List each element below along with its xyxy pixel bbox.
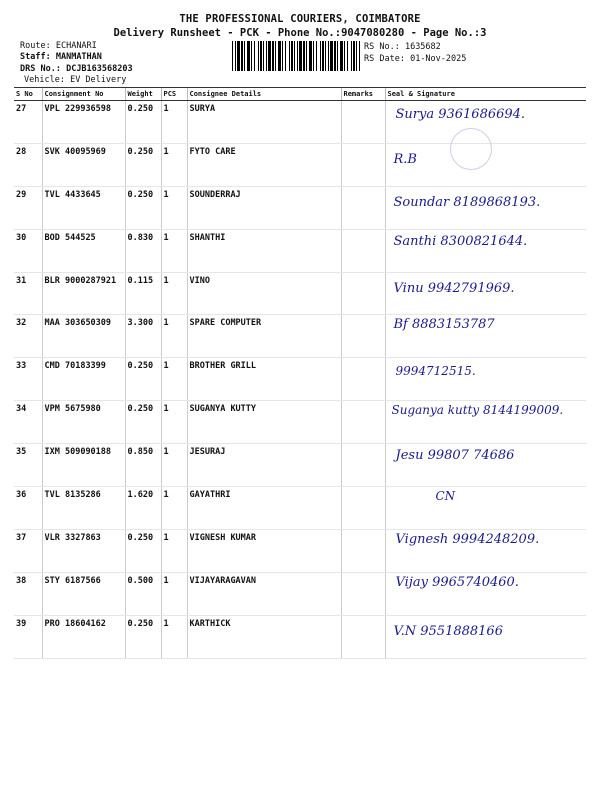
rs-number-line: [364, 42, 441, 52]
handwritten-signature: Santhi 8300821644.: [393, 233, 528, 249]
column-header-consignment: Consignment No: [42, 88, 125, 101]
cell-consignee: GAYATHRI: [187, 487, 341, 530]
cell-weight: 0.250: [125, 186, 161, 229]
cell-signature: [385, 358, 586, 401]
cell-weight: 0.250: [125, 101, 161, 144]
cell-signature: [385, 315, 586, 358]
cell-sno: 34: [14, 401, 42, 444]
cell-consignment-no: TVL 8135286: [42, 487, 125, 530]
handwritten-signature: Suganya kutty 8144199009.: [391, 403, 564, 418]
cell-consignee: FYTO CARE: [187, 143, 341, 186]
cell-pcs: 1: [161, 358, 187, 401]
cell-consignment-no: STY 6187566: [42, 572, 125, 615]
cell-pcs: 1: [161, 529, 187, 572]
barcode-bar: [244, 41, 245, 71]
cell-consignment-no: SVK 40095969: [42, 143, 125, 186]
column-header-sno: S No: [14, 88, 42, 101]
vehicle-value: EV Delivery: [70, 75, 127, 85]
barcode-bar: [328, 41, 329, 71]
cell-remarks: [341, 572, 385, 615]
cell-signature: [385, 487, 586, 530]
vehicle-label: Vehicle:: [24, 75, 65, 85]
cell-consignee: SURYA: [187, 101, 341, 144]
cell-consignee: JESURAJ: [187, 444, 341, 487]
cell-signature: [385, 272, 586, 315]
barcode-bar: [291, 41, 293, 71]
table-header-row: [14, 88, 586, 101]
table-row: [14, 615, 586, 658]
barcode-image: [232, 41, 360, 71]
cell-remarks: [341, 101, 385, 144]
barcode-bar: [258, 41, 259, 71]
cell-consignee: KARTHICK: [187, 615, 341, 658]
column-header-signature: Seal & Signature: [385, 88, 586, 101]
handwritten-signature: Soundar 8189868193.: [393, 194, 541, 210]
cell-signature: [385, 444, 586, 487]
cell-sno: 30: [14, 229, 42, 272]
cell-weight: 0.500: [125, 572, 161, 615]
cell-consignment-no: IXM 509090188: [42, 444, 125, 487]
cell-consignee: SOUNDERRAJ: [187, 186, 341, 229]
table-row: [14, 444, 586, 487]
barcode-bar: [294, 41, 295, 71]
cell-consignment-no: VPM 5675980: [42, 401, 125, 444]
barcode-bar: [309, 41, 312, 71]
barcode-bar: [340, 41, 343, 71]
barcode-bar: [254, 41, 255, 71]
barcode-bar: [313, 41, 314, 71]
cell-remarks: [341, 444, 385, 487]
barcode-bar: [353, 41, 355, 71]
cell-consignee: BROTHER GRILL: [187, 358, 341, 401]
cell-signature: [385, 529, 586, 572]
cell-remarks: [341, 186, 385, 229]
cell-consignee: SUGANYA KUTTY: [187, 401, 341, 444]
route-label: Route:: [20, 41, 51, 51]
barcode-bar: [334, 41, 336, 71]
handwritten-signature: Vinu 9942791969.: [393, 280, 515, 296]
handwritten-signature: Vijay 9965740460.: [395, 574, 519, 590]
cell-weight: 0.250: [125, 401, 161, 444]
drs-line: [20, 64, 133, 74]
barcode-bar: [247, 41, 250, 71]
cell-consignee: VIGNESH KUMAR: [187, 529, 341, 572]
cell-consignment-no: VPL 229936598: [42, 101, 125, 144]
cell-pcs: 1: [161, 572, 187, 615]
rs-date-value: 01-Nov-2025: [410, 54, 467, 64]
cell-pcs: 1: [161, 229, 187, 272]
handwritten-signature: 9994712515.: [395, 364, 476, 379]
handwritten-signature: Vignesh 9994248209.: [395, 531, 540, 547]
cell-sno: 27: [14, 101, 42, 144]
barcode-bar: [347, 41, 348, 71]
barcode-bar: [297, 41, 298, 71]
route-line: [20, 41, 97, 51]
table-row: [14, 101, 586, 144]
table-row: [14, 229, 586, 272]
document-title: THE PROFESSIONAL COURIERS, COIMBATORE: [179, 13, 421, 25]
staff-label: Staff:: [20, 52, 51, 62]
barcode-bar: [263, 41, 264, 71]
seal-stamp: [450, 128, 492, 170]
barcode-bar: [251, 41, 252, 71]
table-row: [14, 315, 586, 358]
barcode-bar: [303, 41, 305, 71]
cell-remarks: [341, 143, 385, 186]
barcode-bar: [241, 41, 243, 71]
cell-weight: 0.250: [125, 143, 161, 186]
table-row: [14, 186, 586, 229]
table-row: [14, 572, 586, 615]
barcode-bar: [272, 41, 274, 71]
cell-remarks: [341, 401, 385, 444]
cell-consignment-no: BLR 9000287921: [42, 272, 125, 315]
staff-value: MANMATHAN: [55, 52, 102, 62]
cell-pcs: 1: [161, 487, 187, 530]
barcode-bar: [278, 41, 281, 71]
cell-sno: 38: [14, 572, 42, 615]
barcode-bar: [235, 41, 236, 71]
barcode-bar: [356, 41, 357, 71]
handwritten-signature: Jesu 99807 74686: [395, 448, 515, 464]
barcode-bar: [337, 41, 338, 71]
cell-signature: [385, 615, 586, 658]
cell-sno: 35: [14, 444, 42, 487]
cell-pcs: 1: [161, 143, 187, 186]
barcode-bar: [322, 41, 324, 71]
cell-remarks: [341, 358, 385, 401]
rs-number-value: 1635682: [404, 42, 441, 52]
table-row: [14, 358, 586, 401]
cell-remarks: [341, 487, 385, 530]
cell-sno: 32: [14, 315, 42, 358]
cell-remarks: [341, 529, 385, 572]
cell-remarks: [341, 229, 385, 272]
drs-value: DCJB163568203: [66, 64, 133, 74]
cell-sno: 36: [14, 487, 42, 530]
cell-weight: 0.250: [125, 529, 161, 572]
barcode-bar: [306, 41, 307, 71]
barcode-bar: [232, 41, 233, 71]
cell-remarks: [341, 315, 385, 358]
table-row: [14, 487, 586, 530]
cell-weight: 0.850: [125, 444, 161, 487]
handwritten-signature: Surya 9361686694.: [395, 107, 526, 122]
barcode-bar: [330, 41, 333, 71]
cell-remarks: [341, 615, 385, 658]
cell-sno: 28: [14, 143, 42, 186]
route-value: ECHANARI: [55, 41, 97, 51]
drs-label: DRS No.:: [20, 64, 61, 74]
table-row: [14, 143, 586, 186]
cell-signature: [385, 401, 586, 444]
cell-pcs: 1: [161, 101, 187, 144]
rs-date-line: [364, 54, 466, 64]
barcode-bar: [320, 41, 321, 71]
barcode-bar: [268, 41, 271, 71]
handwritten-signature: Bf 8883153787: [393, 317, 495, 333]
barcode-bar: [237, 41, 240, 71]
barcode-bar: [299, 41, 302, 71]
runsheet-subtitle: Delivery Runsheet - PCK - Phone No.:9047080280 - Page No.:3: [113, 27, 487, 39]
barcode-bar: [351, 41, 352, 71]
column-header-pcs: PCS: [161, 88, 187, 101]
cell-consignee: VIJAYARAGAVAN: [187, 572, 341, 615]
cell-pcs: 1: [161, 615, 187, 658]
cell-consignee: SPARE COMPUTER: [187, 315, 341, 358]
cell-pcs: 1: [161, 444, 187, 487]
barcode-bar: [344, 41, 345, 71]
cell-weight: 3.300: [125, 315, 161, 358]
table-row: [14, 529, 586, 572]
cell-consignment-no: TVL 4433645: [42, 186, 125, 229]
barcode-bar: [282, 41, 283, 71]
barcode-bar: [359, 41, 360, 71]
cell-consignee: VINO: [187, 272, 341, 315]
cell-consignment-no: PRO 18604162: [42, 615, 125, 658]
cell-sno: 31: [14, 272, 42, 315]
cell-sno: 29: [14, 186, 42, 229]
cell-weight: 0.115: [125, 272, 161, 315]
cell-weight: 0.250: [125, 615, 161, 658]
cell-consignment-no: CMD 70183399: [42, 358, 125, 401]
cell-weight: 1.620: [125, 487, 161, 530]
cell-consignment-no: VLR 3327863: [42, 529, 125, 572]
barcode-bar: [316, 41, 317, 71]
staff-line: [20, 52, 102, 62]
table-row: [14, 401, 586, 444]
cell-consignment-no: BOD 544525: [42, 229, 125, 272]
table-row: [14, 272, 586, 315]
barcode-bar: [285, 41, 286, 71]
cell-consignee: SHANTHI: [187, 229, 341, 272]
cell-sno: 37: [14, 529, 42, 572]
cell-pcs: 1: [161, 186, 187, 229]
cell-remarks: [341, 272, 385, 315]
cell-sno: 33: [14, 358, 42, 401]
cell-signature: [385, 572, 586, 615]
barcode-bar: [289, 41, 290, 71]
column-header-weight: Weight: [125, 88, 161, 101]
column-header-consignee: Consignee Details: [187, 88, 341, 101]
cell-consignment-no: MAA 303650309: [42, 315, 125, 358]
cell-signature: [385, 229, 586, 272]
barcode-bar: [266, 41, 267, 71]
vehicle-line: [24, 75, 126, 85]
column-header-remarks: Remarks: [341, 88, 385, 101]
rs-number-label: RS No.:: [364, 42, 400, 52]
cell-pcs: 1: [161, 272, 187, 315]
handwritten-signature: V.N 9551888166: [393, 623, 503, 639]
handwritten-signature: R.B: [393, 151, 417, 167]
cell-weight: 0.830: [125, 229, 161, 272]
cell-signature: [385, 186, 586, 229]
rs-date-label: RS Date:: [364, 54, 405, 64]
cell-weight: 0.250: [125, 358, 161, 401]
cell-pcs: 1: [161, 315, 187, 358]
barcode-bar: [260, 41, 262, 71]
runsheet-table: [14, 87, 586, 659]
cell-sno: 39: [14, 615, 42, 658]
cell-pcs: 1: [161, 401, 187, 444]
barcode-bar: [325, 41, 326, 71]
handwritten-signature: CN: [435, 489, 456, 504]
barcode-bar: [275, 41, 276, 71]
